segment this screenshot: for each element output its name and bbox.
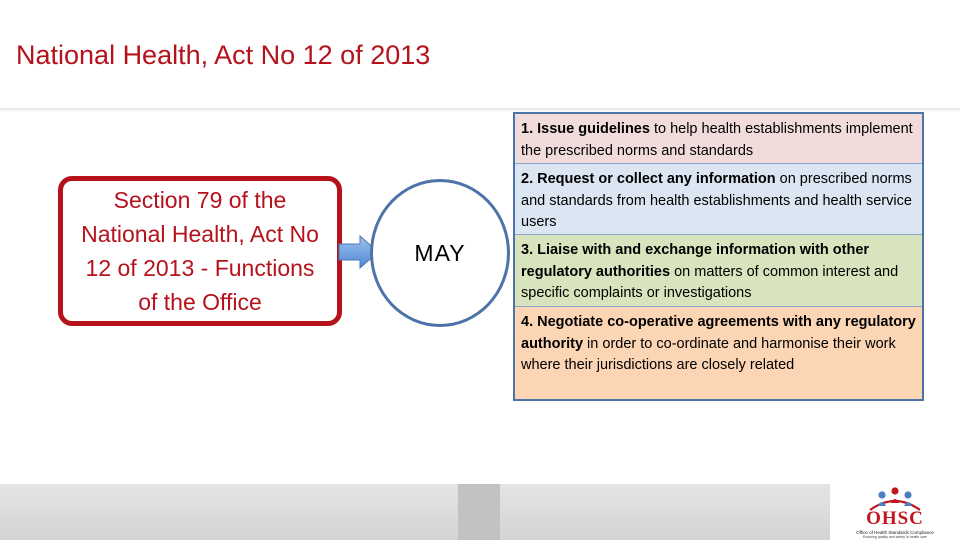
function-item-text: to help health establishments implement the prescribed norms and standards (521, 121, 913, 159)
title-divider (0, 108, 960, 111)
may-label: MAY (414, 239, 466, 266)
function-item-heading: 4. Negotiate co-operative agreements with any regulatory authority (521, 314, 916, 352)
ohsc-logo (838, 486, 952, 540)
footer-tab (458, 484, 500, 540)
logo-acronym: OHSC (866, 508, 924, 529)
function-item-heading: 2. Request or collect any information (521, 171, 776, 187)
function-item-liaise (515, 235, 922, 307)
function-item-negotiate (515, 307, 922, 399)
functions-list (513, 112, 924, 401)
logo-name: Office of Health Standards Compliance (856, 530, 934, 535)
may-circle (370, 179, 510, 327)
function-item-text: on prescribed norms and standards from health establishments and health service users (521, 171, 912, 230)
function-item-heading: 1. Issue guidelines (521, 121, 650, 137)
function-item-request-information (515, 164, 922, 235)
logo-tagline: Ensuring quality and safety in health care (862, 535, 927, 539)
slide-title: National Health, Act No 12 of 2013 (16, 40, 431, 70)
function-item-guidelines (515, 114, 922, 164)
section-79-text: Section 79 of the National Health, Act No 12 of 2013 - Functions of the Office (81, 187, 319, 315)
function-item-text: on matters of common interest and specific complaints or investigations (521, 263, 899, 301)
function-item-heading: 3. Liaise with and exchange information with other regulatory authorities (521, 242, 870, 280)
section-79-box (58, 176, 342, 326)
function-item-text: in order to co-ordinate and harmonise their work where their jurisdictions are closely related (521, 335, 896, 373)
